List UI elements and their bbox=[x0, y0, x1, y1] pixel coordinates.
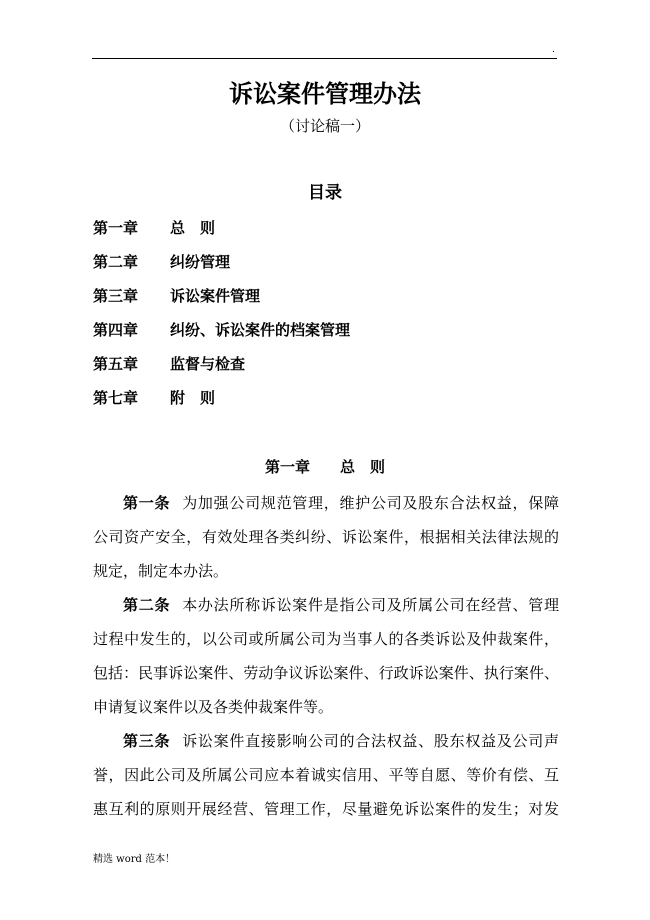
article-line bbox=[93, 588, 559, 622]
toc-item-number: 第五章 bbox=[93, 355, 139, 373]
toc-item-title: 诉讼案件管理 bbox=[170, 287, 261, 305]
toc-item-number: 第七章 bbox=[93, 389, 139, 407]
document-title: 诉讼案件管理办法 bbox=[229, 80, 421, 108]
toc-item bbox=[93, 217, 563, 251]
article-label: 第一条 bbox=[123, 494, 171, 512]
toc-item bbox=[93, 251, 563, 285]
article-line bbox=[93, 724, 559, 758]
toc-item bbox=[93, 285, 563, 319]
chapter-heading: 第一章 总 则 bbox=[264, 458, 385, 476]
article-line: 包括：民事诉讼案件、劳动争议诉讼案件、行政诉讼案件、执行案件、 bbox=[93, 664, 559, 682]
toc-item bbox=[93, 387, 563, 421]
toc-item bbox=[93, 319, 563, 353]
toc-item bbox=[93, 353, 563, 387]
toc-item-title: 纠纷管理 bbox=[170, 253, 231, 271]
article-label: 第三条 bbox=[123, 732, 171, 750]
toc-item-title: 监督与检查 bbox=[170, 355, 246, 373]
toc-item-title: 纠纷、诉讼案件的档案管理 bbox=[170, 321, 351, 339]
document-subtitle: （讨论稿一） bbox=[279, 117, 370, 135]
article-line: 誉，因此公司及所属公司应本着诚实信用、平等自愿、等价有偿、互 bbox=[93, 766, 559, 784]
article-line: 公司资产安全，有效处理各类纠纷、诉讼案件，根据相关法律法规的 bbox=[93, 528, 559, 546]
article-line: 申请复议案件以及各类仲裁案件等。 bbox=[93, 698, 334, 716]
article-line bbox=[93, 486, 559, 520]
header-rule bbox=[92, 58, 557, 59]
toc-item-number: 第一章 bbox=[93, 219, 139, 237]
article-1 bbox=[93, 486, 559, 588]
toc-item-number: 第三章 bbox=[93, 287, 139, 305]
article-line: 规定，制定本办法。 bbox=[93, 562, 229, 580]
article-line: 过程中发生的，以公司或所属公司为当事人的各类诉讼及仲裁案件， bbox=[93, 630, 559, 648]
article-label: 第二条 bbox=[123, 596, 171, 614]
header-mark: . bbox=[552, 45, 555, 55]
article-text: 诉讼案件直接影响公司的合法权益、股东权益及公司声 bbox=[182, 732, 559, 750]
article-text: 本办法所称诉讼案件是指公司及所属公司在经营、管理 bbox=[182, 596, 559, 614]
article-3 bbox=[93, 724, 559, 826]
article-2 bbox=[93, 588, 559, 724]
toc-item-title: 总 则 bbox=[170, 219, 216, 237]
toc-item-number: 第四章 bbox=[93, 321, 139, 339]
article-line: 惠互利的原则开展经营、管理工作，尽量避免诉讼案件的发生；对发 bbox=[93, 800, 559, 818]
page-footer: 精选 word 范本！ bbox=[93, 854, 176, 865]
toc-item-title: 附 则 bbox=[170, 389, 216, 407]
table-of-contents bbox=[93, 217, 563, 421]
toc-heading: 目录 bbox=[308, 183, 342, 203]
toc-item-number: 第二章 bbox=[93, 253, 139, 271]
article-text: 为加强公司规范管理，维护公司及股东合法权益，保障 bbox=[182, 494, 559, 512]
